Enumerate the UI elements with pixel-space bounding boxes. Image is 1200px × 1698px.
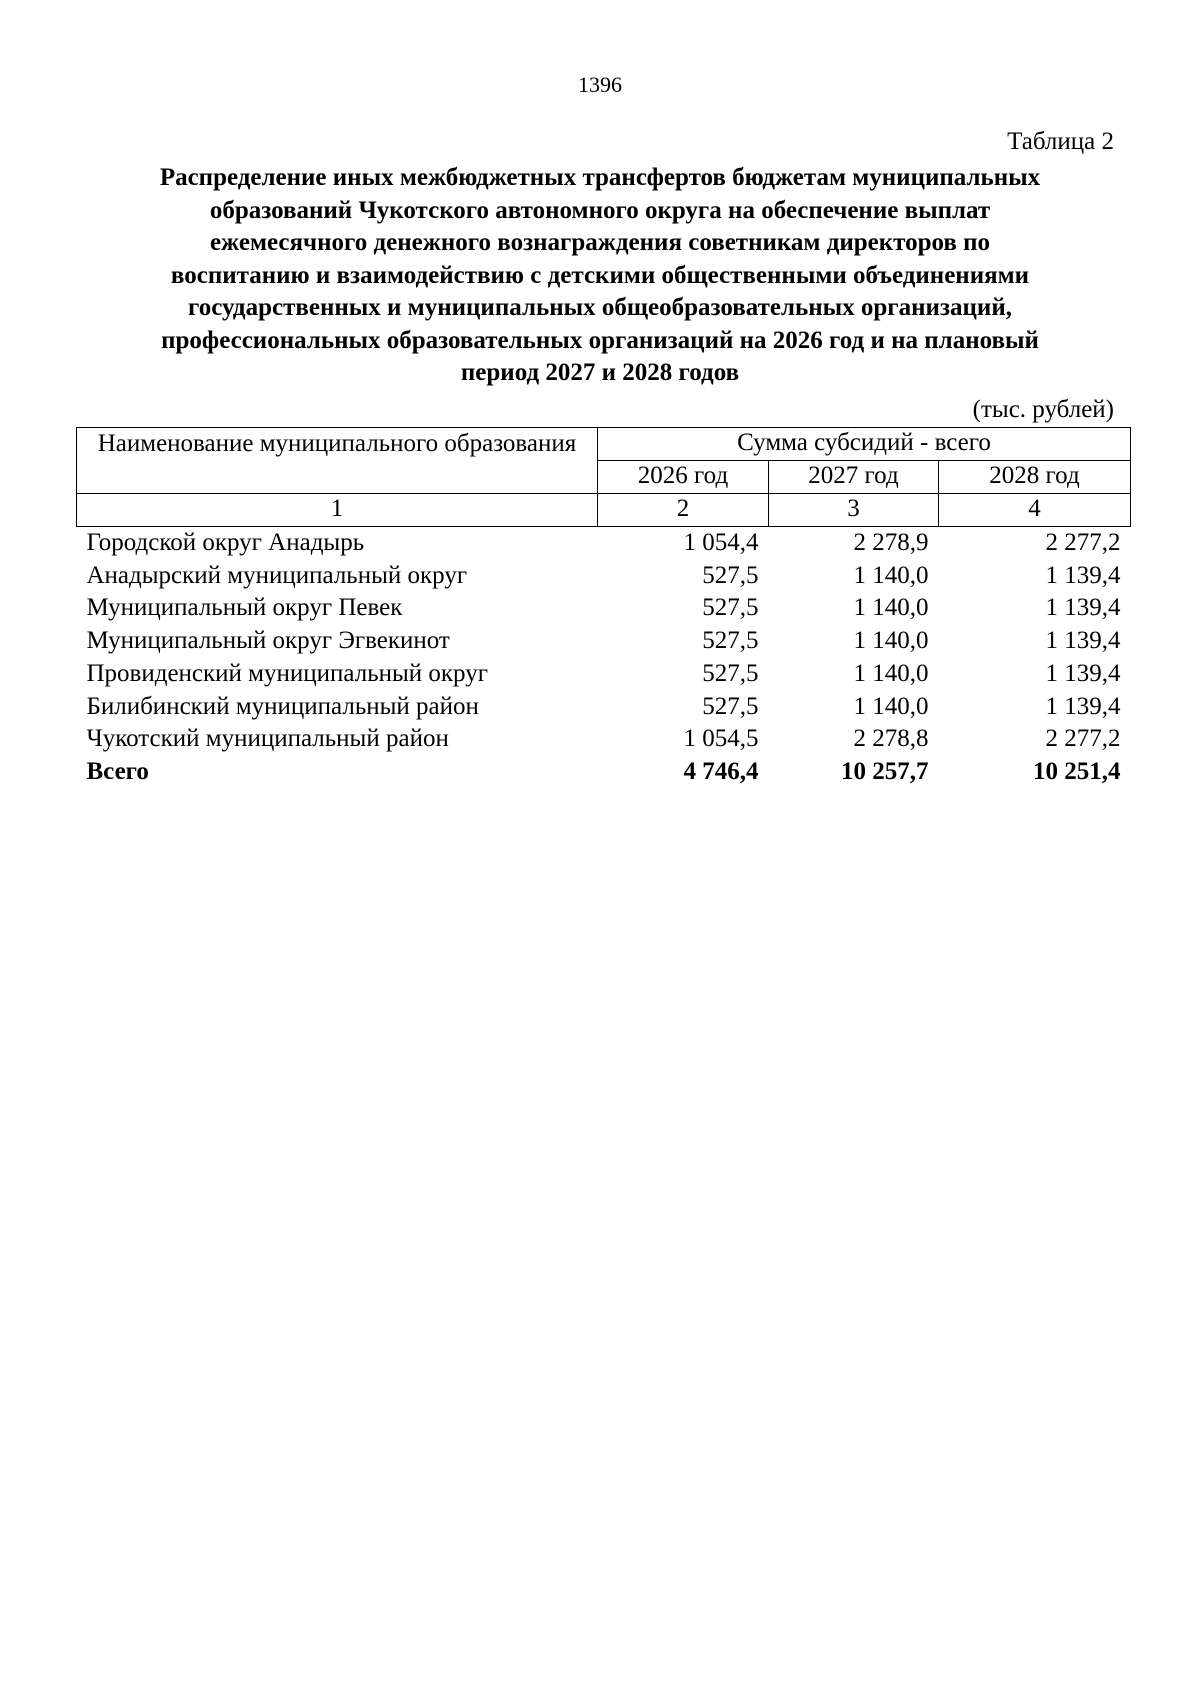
row-name: Билибинский муниципальный район [86,692,479,720]
table-row [77,691,1131,724]
table-header [77,428,1131,527]
title-line: Распределение иных межбюджетных трансфертов бюджетам муниципальных [159,164,1041,191]
header-row [77,428,1131,461]
value-2026: 527,5 [702,627,759,655]
document-title [80,162,1120,390]
row-name: Провиденский муниципальный округ [86,659,488,687]
title-line: воспитанию и взаимодействию с детскими общественными объединениями [170,261,1030,289]
value-2027: 1 140,0 [853,659,929,687]
table-label: Таблица 2 [1007,128,1114,155]
table-row [77,560,1131,593]
header-sum-group: Сумма субсидий - всего [598,428,1131,461]
value-2028: 1 139,4 [1045,659,1121,687]
distribution-table [76,427,1131,789]
total-2026: 4 746,4 [683,757,759,785]
total-2028: 10 251,4 [1033,757,1121,785]
value-2027: 2 278,9 [853,529,929,556]
column-number: 3 [769,494,939,527]
row-name: Анадырский муниципальный округ [86,561,468,589]
value-2028: 1 139,4 [1045,594,1121,622]
value-2027: 1 140,0 [853,561,929,589]
row-name: Муниципальный округ Эгвекинот [86,627,450,655]
value-2027: 2 278,8 [853,725,929,753]
value-2026: 527,5 [702,594,759,622]
table-body [77,527,1131,789]
header-year-2028: 2028 год [939,461,1131,494]
header-name-column: Наименование муниципального образования [77,428,598,494]
value-2026: 527,5 [702,659,759,687]
value-2027: 1 140,0 [853,594,929,622]
column-number: 4 [939,494,1131,527]
value-2026: 1 054,4 [683,529,759,556]
page-number: 1396 [578,72,622,97]
table-row [77,658,1131,691]
header-year-2026: 2026 год [598,461,769,494]
value-2026: 1 054,5 [683,725,759,753]
row-name: Муниципальный округ Певек [86,594,403,622]
value-2026: 527,5 [702,561,759,589]
value-2028: 2 277,2 [1045,529,1121,556]
total-2027: 10 257,7 [841,757,929,785]
title-line: государственных и муниципальных общеобразовательных организаций, [188,294,1012,321]
column-number: 1 [77,494,598,527]
value-2028: 2 277,2 [1045,725,1121,753]
column-number: 2 [598,494,769,527]
value-2028: 1 139,4 [1045,692,1121,720]
units-label: (тыс. рублей) [972,396,1114,423]
value-2028: 1 139,4 [1045,561,1121,589]
value-2028: 1 139,4 [1045,627,1121,655]
table-row [77,625,1131,658]
value-2027: 1 140,0 [853,692,929,720]
value-2026: 527,5 [702,692,759,720]
row-name: Городской округ Анадырь [86,529,365,556]
title-line: период 2027 и 2028 годов [460,359,740,386]
title-line: ежемесячного денежного вознаграждения советникам директоров по [209,229,991,256]
header-year-2027: 2027 год [769,461,939,494]
table-row [77,723,1131,756]
value-2027: 1 140,0 [853,627,929,655]
title-line: образований Чукотского автономного округа на обеспечение выплат [209,196,991,224]
row-name: Чукотский муниципальный район [86,725,449,753]
table-row [77,527,1131,560]
table-row [77,592,1131,625]
title-line: профессиональных образовательных организаций на 2026 год и на плановый [161,326,1039,354]
total-label: Всего [86,757,149,785]
header-column-numbers [77,494,1131,527]
total-row [77,756,1131,789]
